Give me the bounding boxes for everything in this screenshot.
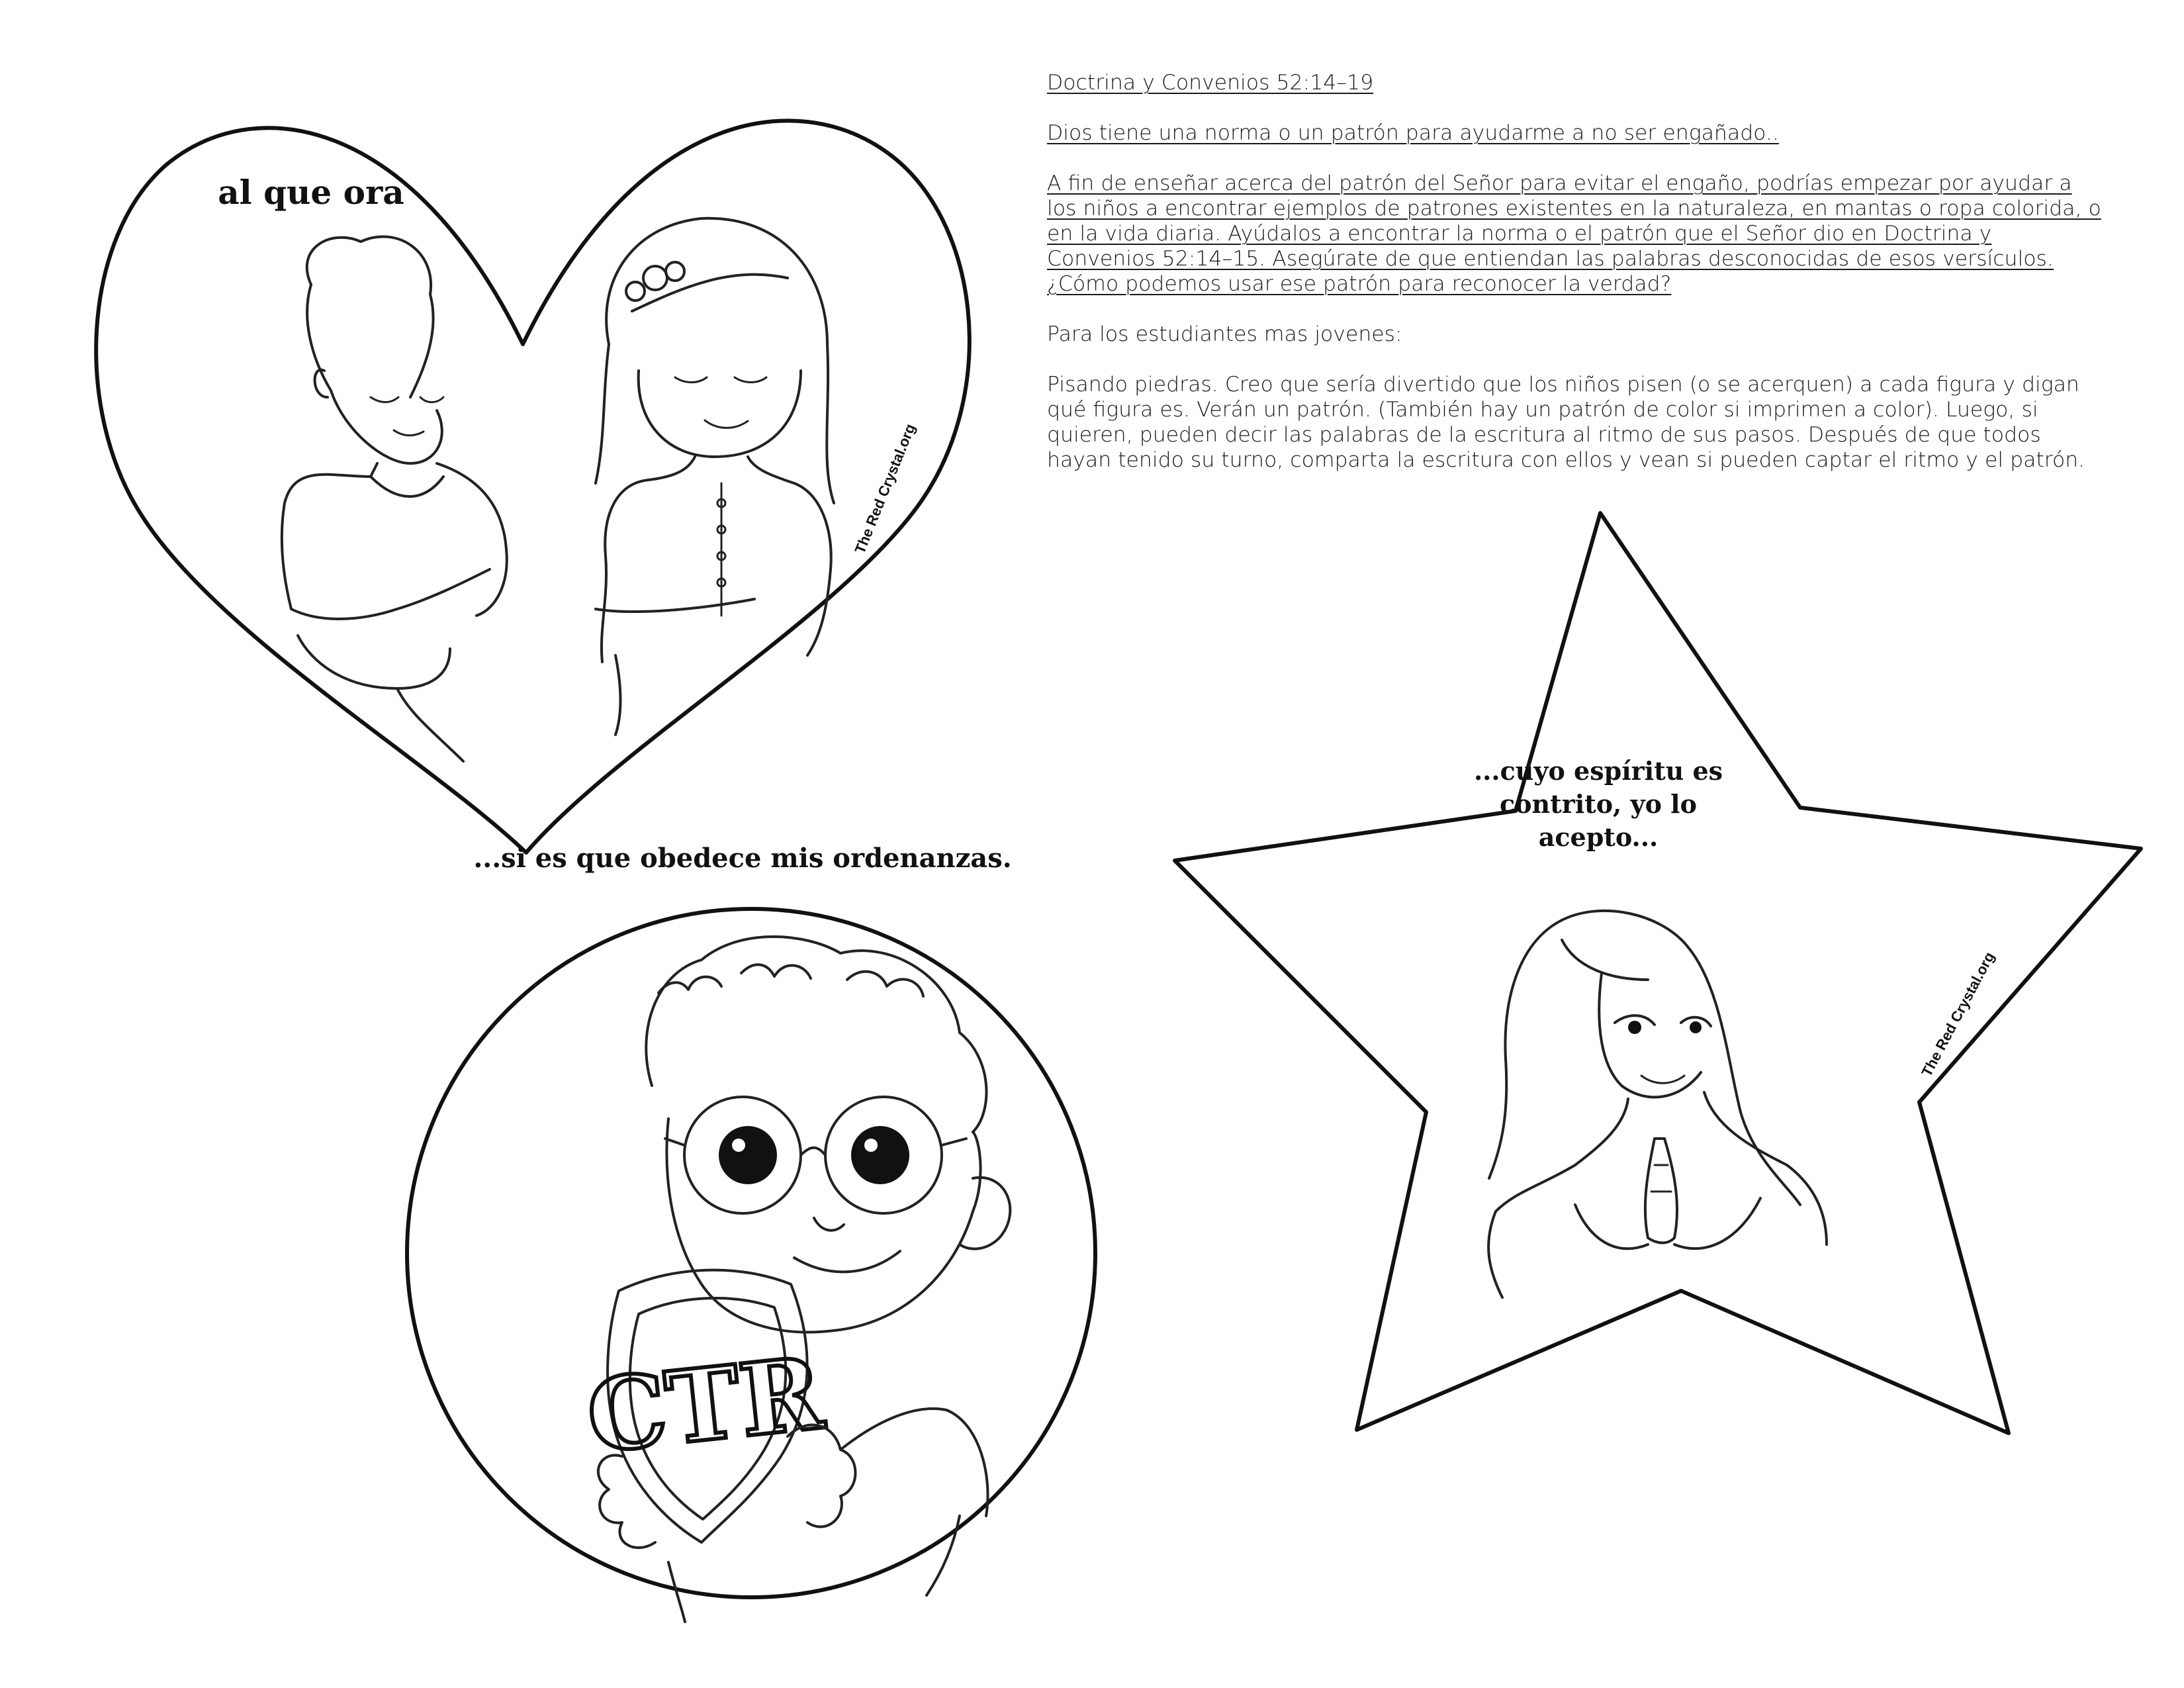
scripture-reference: Doctrina y Convenios 52:14–19 [1047, 71, 1374, 95]
circle-caption: ...si es que obedece mis ordenanzas. [473, 843, 1012, 874]
circle-shape-group [407, 843, 1095, 1622]
heart-shape-group [96, 120, 970, 853]
contrite-girl-illustration [1488, 911, 1827, 1297]
stepping-stones-activity: Pisando piedras. Creo que sería divertido que los niños pisen (o se acerquen) a cada figura y digan qué figura es. Verán un patrón. (También hay un patrón de color si imprimen a color). Luego, si quieren, pueden decir las palabras de la escritura al ritmo de sus pasos. Después de que todos hayan tenido su turno, comparta la escritura con ellos y vean si pueden captar el ritmo y el patrón. [1047, 373, 2085, 472]
heart-caption: al que ora [218, 173, 404, 212]
lesson-principle: Dios tiene una norma o un patrón para ayudarme a no ser engañado.. [1047, 121, 1779, 145]
star-watermark: The Red Crystal.org [1918, 949, 1998, 1080]
star-caption-line-3: acepto... [1538, 822, 1659, 852]
ctr-badge-text: CTR [582, 1335, 829, 1476]
star-caption-line-1: ...cuyo espíritu es [1473, 756, 1723, 786]
star-shape-group [1175, 513, 2141, 1433]
ctr-boy-illustration [582, 937, 1010, 1622]
lesson-text-block [1047, 70, 2106, 498]
praying-boy-illustration [282, 236, 507, 761]
heart-outline [96, 120, 970, 853]
star-outline [1175, 513, 2141, 1433]
praying-girl-illustration [596, 218, 834, 735]
star-caption-line-2: contrito, yo lo [1500, 789, 1697, 819]
heart-watermark: The Red Crystal.org [851, 421, 919, 556]
younger-students-heading: Para los estudiantes mas jovenes: [1047, 322, 1402, 346]
teaching-suggestion: A fin de enseñar acerca del patrón del Señor para evitar el engaño, podrías empezar por ayudar a los niños a encontrar ejemplos de patrones existentes en la naturaleza, en mantas o ropa colorida, o en la vida diaria. Ayúdalos a encontrar la norma o el patrón que el Señor dio en Doctrina y Convenios 52:14–15. Asegúrate de que entiendan las palabras desconocidas de esos versículos. ¿Cómo podemos usar ese patrón para reconocer la verdad? [1047, 171, 2101, 296]
